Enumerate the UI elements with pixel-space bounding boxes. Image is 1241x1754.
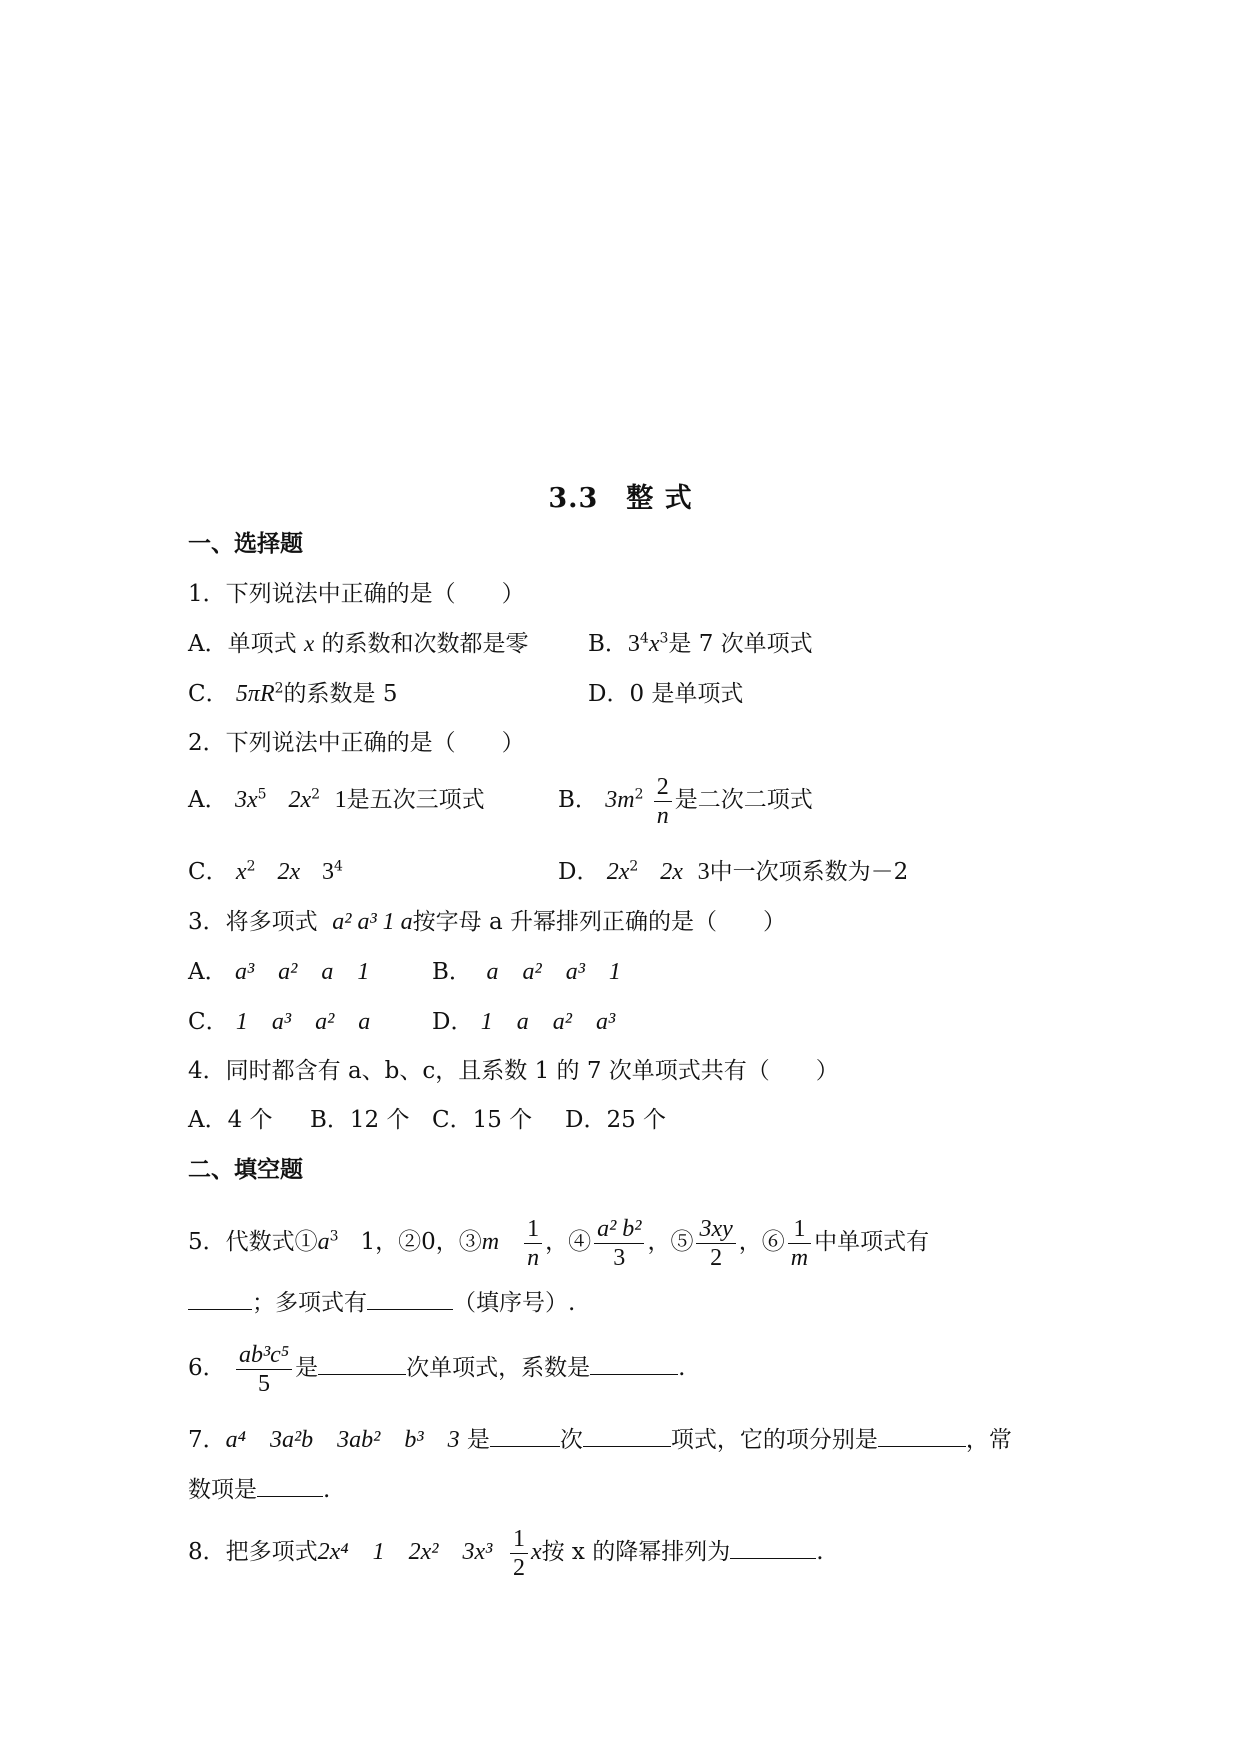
question-1-option-b: B．$3^4x^3$是 7 次单项式 bbox=[588, 630, 813, 657]
answer-blank[interactable] bbox=[583, 1426, 671, 1447]
question-1-option-c: C． $5\pi R^2$的系数是 5 bbox=[188, 680, 398, 707]
question-3-stem: 3．将多项式 a² a³ 1 a按字母 a 升幂排列正确的是（ ） bbox=[188, 909, 786, 935]
section-fill-heading: 二、填空题 bbox=[188, 1156, 303, 1183]
section-choice-heading: 一、选择题 bbox=[188, 530, 303, 557]
question-7: 7．a⁴ 3a²b 3ab² b³ 3 是 次 项式，它的项分别是 ，常 bbox=[188, 1427, 1012, 1453]
question-8: 8．把多项式2x⁴ 1 2x² 3x³ $\frac{1}{2}$ x按 x 的降幂排列为 . bbox=[188, 1525, 824, 1581]
question-5-line-2: ；多项式有 （填序号）. bbox=[188, 1289, 575, 1317]
answer-blank[interactable] bbox=[730, 1538, 816, 1559]
question-4-option-a: A．4 个 bbox=[188, 1107, 273, 1133]
question-4-option-b: B．12 个 bbox=[310, 1107, 410, 1133]
question-4-option-d: D．25 个 bbox=[565, 1107, 667, 1133]
answer-blank[interactable] bbox=[257, 1476, 323, 1497]
question-4-stem: 4．同时都含有 a、b、c，且系数 1 的 7 次单项式共有（ ） bbox=[188, 1058, 839, 1084]
fraction-1-over-m: $\frac{1}{m}$ bbox=[788, 1215, 811, 1272]
question-2-option-b: B． $3m^2$ $\frac{2}{n}$ 是二次二项式 bbox=[558, 773, 813, 829]
question-2-option-a: A． $3x^5$ $2x^2$ 1是五次三项式 bbox=[188, 786, 485, 813]
answer-blank[interactable] bbox=[590, 1354, 678, 1375]
question-3-option-d: D． 1 a a² a³ bbox=[432, 1009, 616, 1035]
fraction-1-over-n: $\frac{1}{n}$ bbox=[524, 1215, 542, 1272]
question-4-option-c: C．15 个 bbox=[432, 1107, 533, 1133]
fraction-a2-b2-over-3: $\frac{\text{a² b²}}{3}$ bbox=[594, 1215, 644, 1272]
answer-blank[interactable] bbox=[490, 1426, 560, 1447]
question-2-stem: 2．下列说法中正确的是（ ） bbox=[188, 730, 525, 756]
question-6: 6． $\frac{\text{ab³c⁵}}{5}$ 是 次单项式，系数是 . bbox=[188, 1341, 686, 1397]
question-3-option-a: A． a³ a² a 1 bbox=[188, 959, 370, 985]
question-2-option-c: C． $x^2$ 2x $3^4$ bbox=[188, 858, 343, 885]
answer-blank[interactable] bbox=[188, 1289, 252, 1310]
fraction-2-over-n: $\frac{2}{n}$ bbox=[654, 773, 672, 830]
fraction-ab3c5-over-5: $\frac{\text{ab³c⁵}}{5}$ bbox=[236, 1341, 292, 1398]
answer-blank[interactable] bbox=[318, 1354, 406, 1375]
answer-blank[interactable] bbox=[878, 1426, 966, 1447]
question-1-option-d: D．0 是单项式 bbox=[588, 681, 744, 707]
fraction-3xy-over-2: $\frac{3xy}{2}$ bbox=[696, 1215, 735, 1272]
question-1-stem: 1．下列说法中正确的是（ ） bbox=[188, 581, 525, 607]
page-title: 3.3 整 式 bbox=[548, 483, 693, 514]
question-3-option-c: C． 1 a³ a² a bbox=[188, 1009, 371, 1035]
answer-blank[interactable] bbox=[367, 1289, 453, 1310]
question-5: 5．代数式$①a^3$ 1，②0，③m $\frac{1}{n}$ ，④ $\frac{\text{a² b²}}{3}$ ，⑤ $\frac{3xy}{2}$ ，⑥ $\frac{1}{m}$ 中单项式有 bbox=[188, 1215, 930, 1271]
question-3-option-b: B． a a² a³ 1 bbox=[432, 959, 621, 985]
question-2-option-d: D． $2x^2$ 2x 3中一次项系数为－2 bbox=[558, 858, 909, 885]
question-1-option-a: A．单项式 x 的系数和次数都是零 bbox=[188, 631, 529, 657]
fraction-1-over-2: $\frac{1}{2}$ bbox=[510, 1525, 528, 1582]
question-7-line-2: 数项是 . bbox=[188, 1477, 331, 1503]
